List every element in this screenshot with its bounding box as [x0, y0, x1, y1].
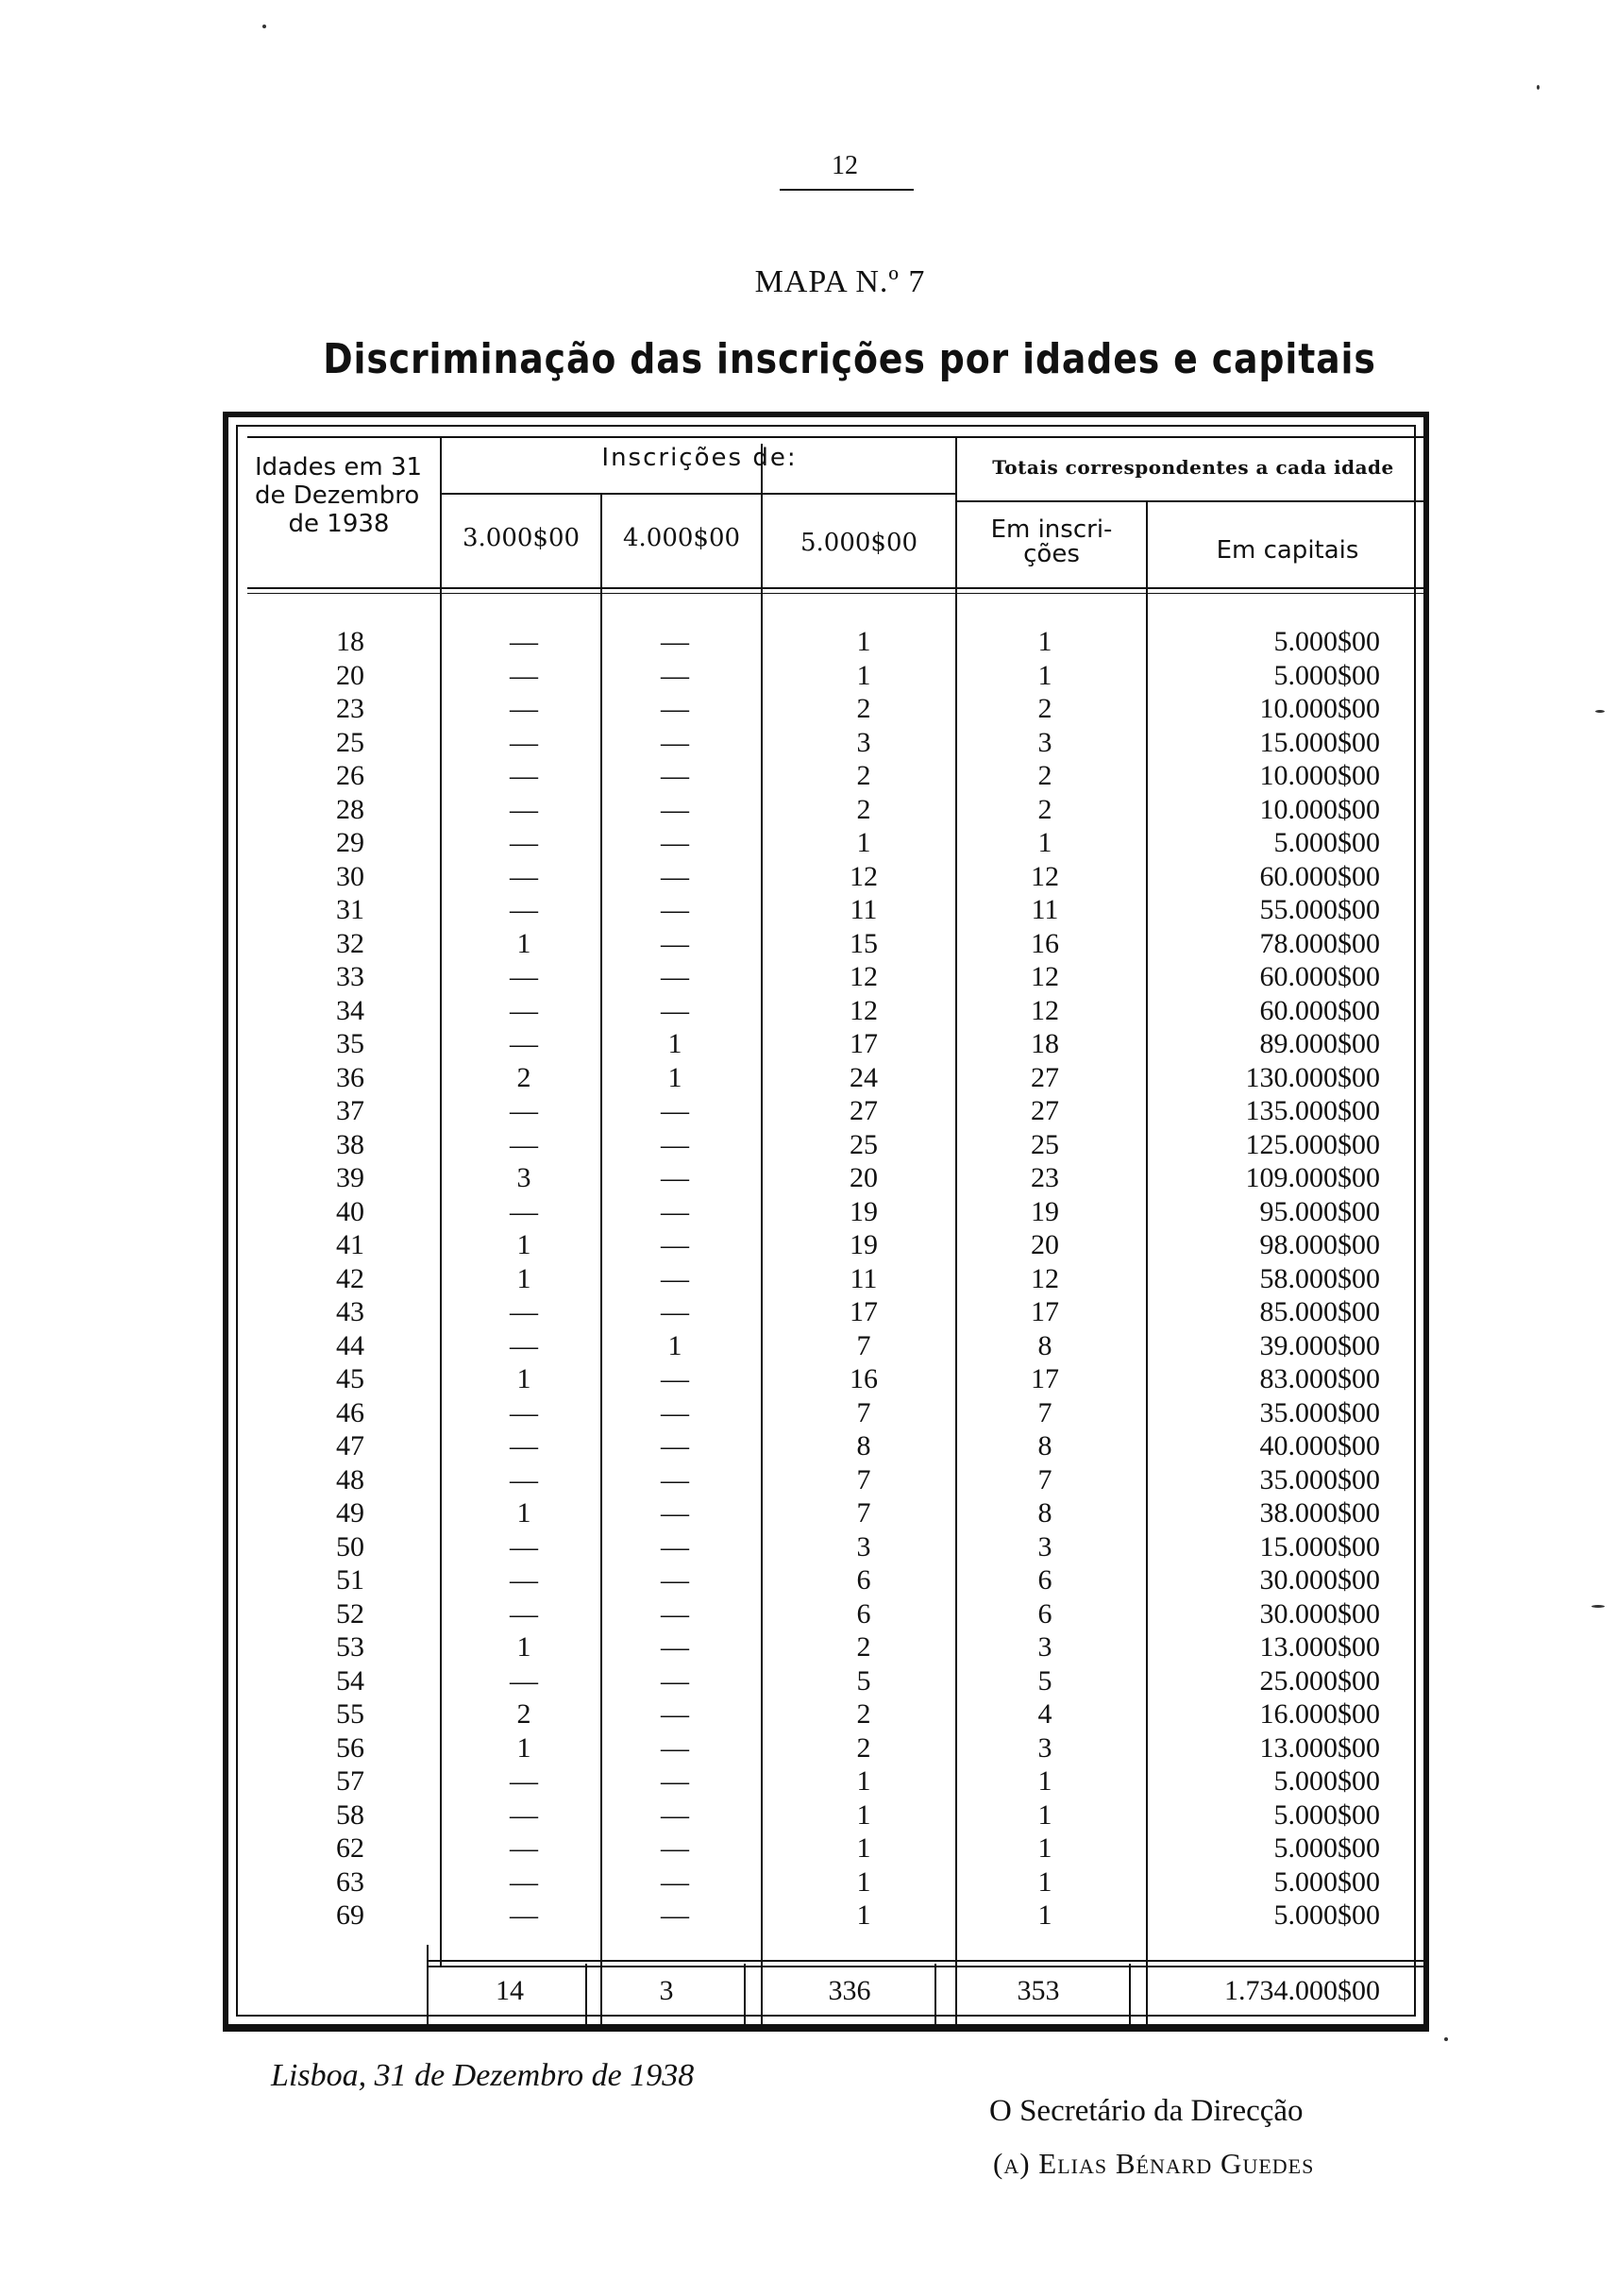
total-capitais: 1.734.000$00 — [1224, 1975, 1380, 2006]
count-4000-cell: — — [661, 1765, 689, 1797]
total-4000: 3 — [659, 1975, 674, 2006]
scan-speck — [1595, 710, 1605, 713]
age-cell: 18 — [336, 626, 364, 657]
count-5000-cell: 1 — [856, 1798, 871, 1831]
age-cell: 29 — [336, 827, 364, 858]
total-inscricoes-cell: 18 — [1031, 1028, 1059, 1059]
total-inscricoes-cell: 1 — [1037, 659, 1052, 691]
col-divider-3000 — [600, 495, 602, 2024]
count-3000-cell: — — [510, 1095, 538, 1126]
page-number: 12 — [832, 151, 858, 180]
age-cell: 52 — [336, 1597, 364, 1629]
header-ages-line2: de Dezembro — [255, 481, 420, 510]
count-4000-cell: — — [661, 1095, 689, 1126]
map-title: MAPA N.º 7 — [754, 264, 926, 299]
count-4000-cell: — — [661, 994, 689, 1026]
total-inscricoes-cell: 3 — [1037, 1530, 1052, 1562]
total-inscricoes-cell: 11 — [1031, 894, 1059, 925]
age-cell: 48 — [336, 1463, 364, 1495]
age-cell: 54 — [336, 1664, 364, 1697]
age-cell: 50 — [336, 1530, 364, 1562]
count-4000-cell: — — [661, 659, 689, 691]
total-inscricoes-cell: 17 — [1031, 1363, 1059, 1394]
totals-top-rule-2 — [427, 1966, 1429, 1967]
total-capitais-cell: 60.000$00 — [1259, 961, 1380, 992]
count-3000-cell: — — [510, 894, 538, 925]
total-inscricoes-cell: 27 — [1031, 1061, 1059, 1093]
age-cell: 33 — [336, 961, 364, 992]
total-capitais-cell: 89.000$00 — [1259, 1028, 1380, 1059]
total-capitais-cell: 60.000$00 — [1259, 860, 1380, 892]
total-capitais-cell: 55.000$00 — [1259, 894, 1380, 925]
total-inscricoes-cell: 1 — [1037, 1832, 1052, 1864]
count-5000-cell: 17 — [850, 1296, 878, 1327]
count-5000-cell: 5 — [856, 1664, 871, 1697]
count-4000-cell: — — [661, 1430, 689, 1461]
age-cell: 69 — [336, 1899, 364, 1931]
age-cell: 47 — [336, 1430, 364, 1461]
total-inscricoes-cell: 2 — [1037, 760, 1052, 791]
age-cell: 56 — [336, 1731, 364, 1764]
total-inscricoes-cell: 27 — [1031, 1095, 1059, 1126]
age-cell: 39 — [336, 1162, 364, 1193]
count-3000-cell: — — [510, 1028, 538, 1059]
count-3000-cell: — — [510, 1195, 538, 1227]
inscricoes-under-rule — [442, 493, 957, 495]
total-capitais-cell: 85.000$00 — [1259, 1296, 1380, 1327]
total-capitais-cell: 5.000$00 — [1273, 1798, 1380, 1831]
total-inscricoes-cell: 6 — [1037, 1597, 1052, 1629]
count-3000-cell: — — [510, 693, 538, 724]
age-cell: 46 — [336, 1396, 364, 1428]
count-5000-cell: 1 — [856, 659, 871, 691]
age-cell: 25 — [336, 726, 364, 758]
count-3000-cell: — — [510, 626, 538, 657]
count-5000-cell: 3 — [856, 1530, 871, 1562]
column-ages — [298, 625, 364, 1933]
count-3000-cell: — — [510, 1832, 538, 1864]
total-capitais-cell: 35.000$00 — [1259, 1396, 1380, 1428]
count-3000-cell: — — [510, 1798, 538, 1831]
count-4000-cell: — — [661, 1262, 689, 1294]
count-3000-cell: — — [510, 1430, 538, 1461]
count-3000-cell: — — [510, 860, 538, 892]
age-cell: 23 — [336, 693, 364, 724]
count-5000-cell: 12 — [850, 994, 878, 1026]
total-inscricoes-cell: 8 — [1037, 1430, 1052, 1461]
col-divider-ages-lower — [427, 1945, 429, 2024]
total-capitais-cell: 10.000$00 — [1259, 793, 1380, 825]
count-3000-cell: 3 — [516, 1162, 531, 1193]
count-3000-cell: 1 — [516, 1363, 531, 1394]
total-capitais-cell: 109.000$00 — [1245, 1162, 1380, 1193]
total-inscricoes-cell: 7 — [1037, 1396, 1052, 1428]
count-4000-cell: — — [661, 961, 689, 992]
total-inscricoes-cell: 3 — [1037, 1731, 1052, 1764]
total-inscricoes-cell: 12 — [1031, 994, 1059, 1026]
age-cell: 43 — [336, 1296, 364, 1327]
count-3000-cell: — — [510, 1597, 538, 1629]
count-5000-cell: 6 — [856, 1564, 871, 1595]
count-5000-cell: 12 — [850, 961, 878, 992]
col-divider-4000 — [761, 444, 763, 2024]
total-5000: 336 — [828, 1975, 871, 2006]
count-4000-cell: — — [661, 1396, 689, 1428]
count-3000-cell: — — [510, 760, 538, 791]
header-em-inscricoes-line2: ções — [1023, 540, 1080, 568]
count-5000-cell: 7 — [856, 1463, 871, 1495]
total-inscricoes-cell: 1 — [1037, 1866, 1052, 1898]
total-capitais-cell: 135.000$00 — [1245, 1095, 1380, 1126]
count-4000-cell: — — [661, 894, 689, 925]
total-inscricoes-cell: 20 — [1031, 1229, 1059, 1260]
count-4000-cell: — — [661, 1296, 689, 1327]
age-cell: 63 — [336, 1866, 364, 1898]
count-4000-cell: — — [661, 827, 689, 858]
count-4000-cell: — — [661, 1866, 689, 1898]
total-capitais-cell: 95.000$00 — [1259, 1195, 1380, 1227]
header-5000: 5.000$00 — [800, 529, 918, 557]
col-divider-4000-lower — [744, 1964, 746, 2024]
total-inscricoes-cell: 8 — [1037, 1497, 1052, 1528]
count-5000-cell: 19 — [850, 1229, 878, 1260]
total-inscricoes-cell: 1 — [1037, 1798, 1052, 1831]
total-inscricoes-cell: 1 — [1037, 626, 1052, 657]
count-5000-cell: 6 — [856, 1597, 871, 1629]
col-divider-ages — [440, 436, 442, 1966]
count-5000-cell: 19 — [850, 1195, 878, 1227]
total-inscricoes: 353 — [1017, 1975, 1060, 2006]
count-5000-cell: 1 — [856, 1866, 871, 1898]
count-3000-cell: — — [510, 793, 538, 825]
age-cell: 55 — [336, 1698, 364, 1730]
count-4000-cell: — — [661, 1195, 689, 1227]
count-4000-cell: — — [661, 1463, 689, 1495]
total-inscricoes-cell: 25 — [1031, 1128, 1059, 1160]
count-5000-cell: 2 — [856, 1631, 871, 1663]
age-cell: 38 — [336, 1128, 364, 1160]
count-5000-cell: 7 — [856, 1497, 871, 1528]
count-5000-cell: 1 — [856, 1899, 871, 1931]
total-inscricoes-cell: 7 — [1037, 1463, 1052, 1495]
count-5000-cell: 24 — [850, 1061, 878, 1093]
total-inscricoes-cell: 16 — [1031, 927, 1059, 959]
count-4000-cell: — — [661, 1664, 689, 1697]
count-3000-cell: — — [510, 1765, 538, 1797]
count-4000-cell: — — [661, 1899, 689, 1931]
count-3000-cell: 1 — [516, 1497, 531, 1528]
count-3000-cell: — — [510, 1463, 538, 1495]
count-3000-cell: — — [510, 1329, 538, 1361]
age-cell: 42 — [336, 1262, 364, 1294]
total-capitais-cell: 83.000$00 — [1259, 1363, 1380, 1394]
count-4000-cell: — — [661, 1798, 689, 1831]
total-inscricoes-cell: 8 — [1037, 1329, 1052, 1361]
page-number-rule — [780, 189, 914, 191]
total-inscricoes-cell: 12 — [1031, 1262, 1059, 1294]
col-divider-inscricoes-lower — [1129, 1964, 1131, 2024]
count-5000-cell: 25 — [850, 1128, 878, 1160]
count-3000-cell: — — [510, 1530, 538, 1562]
total-inscricoes-cell: 1 — [1037, 1899, 1052, 1931]
count-5000-cell: 1 — [856, 1765, 871, 1797]
count-5000-cell: 12 — [850, 860, 878, 892]
count-4000-cell: — — [661, 760, 689, 791]
count-4000-cell: — — [661, 1832, 689, 1864]
total-inscricoes-cell: 3 — [1037, 726, 1052, 758]
total-capitais-cell: 38.000$00 — [1259, 1497, 1380, 1528]
count-4000-cell: — — [661, 860, 689, 892]
count-3000-cell: — — [510, 1296, 538, 1327]
total-capitais-cell: 60.000$00 — [1259, 994, 1380, 1026]
count-5000-cell: 20 — [850, 1162, 878, 1193]
total-capitais-cell: 5.000$00 — [1273, 1866, 1380, 1898]
total-capitais-cell: 130.000$00 — [1245, 1061, 1380, 1093]
count-3000-cell: — — [510, 1396, 538, 1428]
count-4000-cell: — — [661, 1564, 689, 1595]
total-capitais-cell: 5.000$00 — [1273, 1832, 1380, 1864]
age-cell: 51 — [336, 1564, 364, 1595]
count-5000-cell: 7 — [856, 1396, 871, 1428]
count-5000-cell: 1 — [856, 626, 871, 657]
age-cell: 49 — [336, 1497, 364, 1528]
column-total-capitais — [1114, 625, 1380, 1933]
count-4000-cell: 1 — [667, 1061, 682, 1093]
total-capitais-cell: 5.000$00 — [1273, 1899, 1380, 1931]
count-4000-cell: — — [661, 1597, 689, 1629]
total-capitais-cell: 5.000$00 — [1273, 626, 1380, 657]
col-divider-5000-lower — [934, 1964, 936, 2024]
header-3000: 3.000$00 — [462, 524, 581, 552]
age-cell: 28 — [336, 793, 364, 825]
header-ages — [247, 453, 451, 538]
count-3000-cell: — — [510, 827, 538, 858]
age-cell: 41 — [336, 1229, 364, 1260]
total-capitais-cell: 35.000$00 — [1259, 1463, 1380, 1495]
column-5000 — [831, 625, 897, 1933]
total-capitais-cell: 15.000$00 — [1259, 726, 1380, 758]
count-3000-cell: — — [510, 726, 538, 758]
count-3000-cell: — — [510, 659, 538, 691]
total-capitais-cell: 5.000$00 — [1273, 1765, 1380, 1797]
total-inscricoes-cell: 3 — [1037, 1631, 1052, 1663]
scan-speck — [1537, 85, 1540, 90]
header-4000: 4.000$00 — [622, 524, 741, 552]
total-inscricoes-cell: 1 — [1037, 827, 1052, 858]
count-3000-cell: — — [510, 994, 538, 1026]
header-bottom-rule-2 — [247, 593, 1429, 594]
page-title: Discriminação das inscrições por idades e capitais — [323, 335, 1376, 383]
count-3000-cell: 1 — [516, 1229, 531, 1260]
total-capitais-cell: 5.000$00 — [1273, 659, 1380, 691]
age-cell: 40 — [336, 1195, 364, 1227]
count-3000-cell: — — [510, 1564, 538, 1595]
count-5000-cell: 2 — [856, 1698, 871, 1730]
count-3000-cell: 1 — [516, 1262, 531, 1294]
count-3000-cell: — — [510, 1899, 538, 1931]
total-inscricoes-cell: 12 — [1031, 860, 1059, 892]
count-5000-cell: 8 — [856, 1430, 871, 1461]
count-4000-cell: — — [661, 927, 689, 959]
total-capitais-cell: 58.000$00 — [1259, 1262, 1380, 1294]
total-inscricoes-cell: 23 — [1031, 1162, 1059, 1193]
header-ages-line3: de 1938 — [288, 510, 390, 538]
count-5000-cell: 11 — [850, 1262, 878, 1294]
totais-under-rule — [955, 500, 1429, 502]
age-cell: 31 — [336, 894, 364, 925]
count-5000-cell: 2 — [856, 760, 871, 791]
total-inscricoes-cell: 4 — [1037, 1698, 1052, 1730]
total-capitais-cell: 30.000$00 — [1259, 1564, 1380, 1595]
count-4000-cell: 1 — [667, 1329, 682, 1361]
count-4000-cell: — — [661, 1363, 689, 1394]
age-cell: 62 — [336, 1832, 364, 1864]
totals-top-rule — [427, 1960, 1429, 1962]
total-capitais-cell: 30.000$00 — [1259, 1597, 1380, 1629]
count-5000-cell: 3 — [856, 726, 871, 758]
footer-place-date: Lisboa, 31 de Dezembro de 1938 — [271, 2058, 695, 2093]
header-bottom-rule — [247, 587, 1429, 589]
total-capitais-cell: 78.000$00 — [1259, 927, 1380, 959]
age-cell: 35 — [336, 1028, 364, 1059]
age-cell: 36 — [336, 1061, 364, 1093]
scan-speck — [1591, 1605, 1605, 1608]
header-em-capitais: Em capitais — [1216, 536, 1359, 565]
total-3000: 14 — [496, 1975, 524, 2006]
count-5000-cell: 2 — [856, 1731, 871, 1764]
count-3000-cell: 2 — [516, 1698, 531, 1730]
count-5000-cell: 11 — [850, 894, 878, 925]
age-cell: 30 — [336, 860, 364, 892]
total-inscricoes-cell: 19 — [1031, 1195, 1059, 1227]
count-3000-cell: 1 — [516, 1731, 531, 1764]
count-4000-cell: — — [661, 1731, 689, 1764]
header-top-rule — [247, 436, 1429, 438]
total-capitais-cell: 5.000$00 — [1273, 827, 1380, 858]
age-cell: 58 — [336, 1798, 364, 1831]
count-3000-cell: — — [510, 1128, 538, 1160]
total-inscricoes-cell: 17 — [1031, 1296, 1059, 1327]
count-4000-cell: — — [661, 693, 689, 724]
footer-secretary: O Secretário da Direcção — [989, 2094, 1304, 2128]
age-cell: 32 — [336, 927, 364, 959]
count-4000-cell: — — [661, 793, 689, 825]
count-5000-cell: 2 — [856, 693, 871, 724]
count-5000-cell: 17 — [850, 1028, 878, 1059]
count-5000-cell: 1 — [856, 1832, 871, 1864]
col-divider-3000-lower — [585, 1964, 587, 2024]
total-inscricoes-cell: 6 — [1037, 1564, 1052, 1595]
total-capitais-cell: 10.000$00 — [1259, 693, 1380, 724]
total-capitais-cell: 10.000$00 — [1259, 760, 1380, 791]
total-capitais-cell: 125.000$00 — [1245, 1128, 1380, 1160]
total-capitais-cell: 98.000$00 — [1259, 1229, 1380, 1260]
total-inscricoes-cell: 12 — [1031, 961, 1059, 992]
age-cell: 37 — [336, 1095, 364, 1126]
header-em-inscricoes-line1: Em inscri- — [990, 515, 1113, 544]
col-divider-5000 — [955, 436, 957, 2024]
count-3000-cell: 2 — [516, 1061, 531, 1093]
count-5000-cell: 7 — [856, 1329, 871, 1361]
total-capitais-cell: 13.000$00 — [1259, 1731, 1380, 1764]
total-inscricoes-cell: 2 — [1037, 793, 1052, 825]
count-5000-cell: 1 — [856, 827, 871, 858]
count-3000-cell: 1 — [516, 1631, 531, 1663]
total-inscricoes-cell: 1 — [1037, 1765, 1052, 1797]
total-inscricoes-cell: 2 — [1037, 693, 1052, 724]
age-cell: 45 — [336, 1363, 364, 1394]
total-capitais-cell: 39.000$00 — [1259, 1329, 1380, 1361]
age-cell: 34 — [336, 994, 364, 1026]
age-cell: 44 — [336, 1329, 364, 1361]
count-4000-cell: — — [661, 1497, 689, 1528]
count-5000-cell: 15 — [850, 927, 878, 959]
count-3000-cell: — — [510, 1664, 538, 1697]
count-4000-cell: — — [661, 726, 689, 758]
count-3000-cell: — — [510, 1866, 538, 1898]
total-capitais-cell: 25.000$00 — [1259, 1664, 1380, 1697]
column-3000 — [491, 625, 557, 1933]
scan-speck — [262, 25, 266, 28]
header-inscricoes-de: Inscrições de: — [601, 444, 798, 472]
column-4000 — [642, 625, 708, 1933]
scan-speck — [1444, 2037, 1448, 2041]
total-capitais-cell: 40.000$00 — [1259, 1430, 1380, 1461]
count-4000-cell: — — [661, 1698, 689, 1730]
total-capitais-cell: 16.000$00 — [1259, 1698, 1380, 1730]
count-5000-cell: 16 — [850, 1363, 878, 1394]
count-4000-cell: 1 — [667, 1028, 682, 1059]
count-3000-cell: — — [510, 961, 538, 992]
count-4000-cell: — — [661, 1162, 689, 1193]
total-capitais-cell: 13.000$00 — [1259, 1631, 1380, 1663]
age-cell: 26 — [336, 760, 364, 791]
count-4000-cell: — — [661, 1530, 689, 1562]
count-5000-cell: 2 — [856, 793, 871, 825]
age-cell: 53 — [336, 1631, 364, 1663]
age-cell: 20 — [336, 659, 364, 691]
column-total-inscricoes — [1012, 625, 1078, 1933]
count-4000-cell: — — [661, 1128, 689, 1160]
age-cell: 57 — [336, 1765, 364, 1797]
header-ages-line1: Idades em 31 — [255, 453, 423, 481]
header-em-inscricoes — [957, 517, 1146, 566]
total-capitais-cell: 15.000$00 — [1259, 1530, 1380, 1562]
footer-signature: (a) Elias Bénard Guedes — [993, 2147, 1315, 2180]
header-totais: Totais correspondentes a cada idade — [992, 456, 1394, 479]
count-5000-cell: 27 — [850, 1095, 878, 1126]
count-4000-cell: — — [661, 1229, 689, 1260]
count-4000-cell: — — [661, 1631, 689, 1663]
total-inscricoes-cell: 5 — [1037, 1664, 1052, 1697]
count-3000-cell: 1 — [516, 927, 531, 959]
count-4000-cell: — — [661, 626, 689, 657]
